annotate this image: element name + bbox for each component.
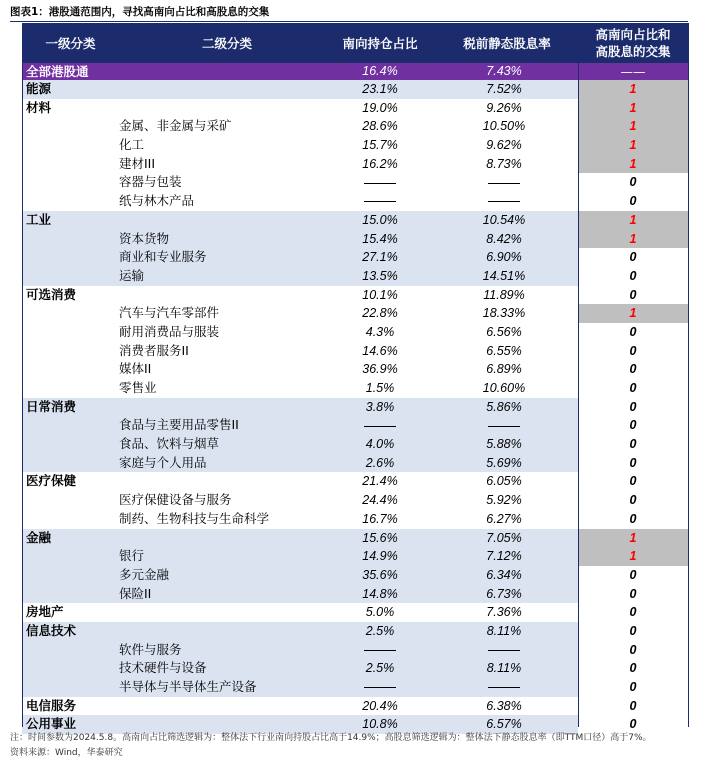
south-share-cell: 14.9% bbox=[362, 549, 398, 564]
level1-label: 工业 bbox=[26, 211, 52, 227]
intersection-cell: 0 bbox=[578, 622, 688, 641]
table-row bbox=[22, 360, 688, 379]
intersection-cell: 1 bbox=[578, 547, 688, 566]
dash-mark bbox=[488, 687, 520, 688]
table-col5-border bbox=[578, 23, 579, 727]
south-share-cell bbox=[328, 173, 432, 192]
table-row bbox=[22, 678, 688, 697]
intersection-cell: 0 bbox=[578, 435, 688, 454]
dividend-yield-cell bbox=[452, 192, 556, 211]
all-stocks-dividend: 7.43% bbox=[486, 64, 522, 78]
figure-title: 图表1：港股通范围内，寻找高南向占比和高股息的交集 bbox=[10, 6, 270, 18]
south-share-cell: 2.6% bbox=[365, 455, 395, 470]
intersection-cell: 0 bbox=[578, 248, 688, 267]
dividend-yield-cell bbox=[452, 173, 556, 192]
table-row bbox=[22, 304, 688, 323]
footnote: 注：时间参数为2024.5.8。高南向占比筛选逻辑为：整体法下行业南向持股占比高于14.9%；高股息筛选逻辑为：整体法下静态股息率（即TTM口径）高于7%。 bbox=[10, 733, 652, 743]
header-intersection-line2: 高股息的交集 bbox=[595, 44, 671, 59]
intersection-cell: 1 bbox=[578, 136, 688, 155]
all-stocks-label: 全部港股通 bbox=[26, 64, 89, 79]
south-share-cell: 15.4% bbox=[362, 231, 398, 246]
level2-label: 耐用消费品与服装 bbox=[119, 323, 220, 339]
intersection-cell: 0 bbox=[578, 585, 688, 604]
dividend-yield-cell: 7.05% bbox=[486, 530, 522, 545]
dividend-yield-cell: 6.73% bbox=[486, 586, 522, 601]
level2-label: 食品、饮料与烟草 bbox=[119, 436, 220, 452]
dividend-yield-cell: 6.34% bbox=[486, 567, 522, 582]
intersection-cell: 0 bbox=[578, 360, 688, 379]
intersection-cell: 1 bbox=[578, 304, 688, 323]
dividend-yield-cell: 10.50% bbox=[482, 119, 526, 134]
dividend-yield-cell bbox=[452, 641, 556, 660]
south-share-cell: 22.8% bbox=[362, 306, 398, 321]
dash-mark bbox=[364, 183, 396, 184]
table-row bbox=[22, 323, 688, 342]
level2-label: 金属、非金属与采矿 bbox=[119, 118, 232, 134]
level2-label: 医疗保健设备与服务 bbox=[119, 492, 232, 508]
south-share-cell: 23.1% bbox=[362, 82, 398, 96]
level2-label: 资本货物 bbox=[119, 230, 170, 246]
south-share-cell: 19.0% bbox=[362, 100, 398, 115]
all-stocks-flag: —— bbox=[620, 64, 646, 79]
table-left-border bbox=[22, 23, 23, 727]
south-share-cell: 28.6% bbox=[362, 119, 398, 134]
table-row bbox=[22, 641, 688, 660]
south-share-cell: 21.4% bbox=[362, 474, 398, 489]
table-row bbox=[22, 491, 688, 510]
table-right-border bbox=[688, 23, 689, 727]
dividend-yield-cell: 7.12% bbox=[486, 549, 522, 564]
all-stocks-row bbox=[22, 63, 688, 80]
level1-label: 房地产 bbox=[26, 604, 64, 620]
table-row bbox=[22, 248, 688, 267]
dash-mark bbox=[364, 426, 396, 427]
table-row bbox=[22, 379, 688, 398]
dividend-yield-cell: 11.89% bbox=[483, 287, 525, 302]
dividend-yield-cell: 5.69% bbox=[486, 455, 522, 470]
intersection-cell: 1 bbox=[578, 117, 688, 136]
level2-label: 化工 bbox=[119, 137, 145, 153]
level2-label: 家庭与个人用品 bbox=[119, 454, 207, 470]
level2-label: 媒体II bbox=[119, 361, 152, 377]
south-share-cell: 10.1% bbox=[362, 287, 398, 302]
intersection-cell: 1 bbox=[578, 211, 688, 230]
dividend-yield-cell: 9.26% bbox=[486, 100, 522, 115]
table-row bbox=[22, 286, 688, 305]
south-share-cell: 2.5% bbox=[365, 661, 395, 676]
table-row bbox=[22, 99, 688, 118]
dividend-yield-cell: 10.54% bbox=[482, 212, 526, 227]
table-row bbox=[22, 267, 688, 286]
dividend-yield-cell: 8.73% bbox=[486, 156, 522, 171]
intersection-cell: 0 bbox=[578, 454, 688, 473]
south-share-cell: 15.0% bbox=[362, 212, 398, 227]
south-share-cell bbox=[328, 192, 432, 211]
south-share-cell: 16.2% bbox=[362, 156, 398, 171]
level2-label: 软件与服务 bbox=[119, 641, 182, 657]
table-row bbox=[22, 211, 688, 230]
dividend-yield-cell: 5.92% bbox=[486, 493, 522, 508]
header-dividend-yield: 税前静态股息率 bbox=[463, 35, 551, 51]
level2-label: 商业和专业服务 bbox=[119, 249, 207, 265]
dividend-yield-cell: 6.05% bbox=[486, 474, 522, 489]
level1-label: 金融 bbox=[26, 529, 52, 545]
intersection-cell: 0 bbox=[578, 659, 688, 678]
south-share-cell: 35.6% bbox=[362, 567, 398, 582]
intersection-cell: 0 bbox=[578, 715, 688, 734]
intersection-cell: 0 bbox=[578, 697, 688, 716]
dividend-yield-cell: 7.52% bbox=[486, 82, 522, 96]
dividend-yield-cell: 8.11% bbox=[486, 623, 522, 638]
level2-label: 制药、生物科技与生命科学 bbox=[119, 510, 270, 526]
dash-mark bbox=[364, 650, 396, 651]
level1-label: 可选消费 bbox=[26, 286, 77, 302]
table-row bbox=[22, 173, 688, 192]
level2-label: 纸与林木产品 bbox=[119, 193, 195, 209]
header-intersection bbox=[578, 23, 688, 63]
level2-label: 多元金融 bbox=[119, 566, 170, 582]
table-row bbox=[22, 398, 688, 417]
level1-label: 日常消费 bbox=[26, 398, 77, 414]
level2-label: 容器与包装 bbox=[119, 174, 182, 190]
intersection-cell: 0 bbox=[578, 472, 688, 491]
table-row bbox=[22, 230, 688, 249]
table-row bbox=[22, 510, 688, 529]
intersection-cell: 0 bbox=[578, 678, 688, 697]
level1-label: 材料 bbox=[26, 99, 52, 115]
header-level1: 一级分类 bbox=[45, 35, 96, 51]
south-share-cell: 10.8% bbox=[362, 717, 398, 732]
dividend-yield-cell: 5.88% bbox=[486, 437, 522, 452]
header-intersection-line1: 高南向占比和 bbox=[595, 27, 671, 42]
table-row bbox=[22, 416, 688, 435]
level2-label: 半导体与半导体生产设备 bbox=[119, 679, 257, 694]
dash-mark bbox=[364, 687, 396, 688]
intersection-cell: 0 bbox=[578, 379, 688, 398]
level2-label: 汽车与汽车零部件 bbox=[119, 305, 220, 321]
intersection-cell: 0 bbox=[578, 398, 688, 417]
dividend-yield-cell: 10.60% bbox=[482, 381, 526, 395]
all-stocks-south: 16.4% bbox=[362, 64, 398, 78]
level1-label: 能源 bbox=[26, 81, 52, 96]
dividend-yield-cell: 6.90% bbox=[486, 250, 522, 265]
level2-label: 运输 bbox=[119, 267, 145, 283]
south-share-cell: 15.6% bbox=[362, 530, 398, 545]
south-share-cell: 5.0% bbox=[365, 605, 395, 620]
south-share-cell: 15.7% bbox=[362, 138, 398, 153]
level1-label: 电信服务 bbox=[26, 697, 77, 713]
south-share-cell: 1.5% bbox=[365, 381, 395, 395]
intersection-cell: 1 bbox=[578, 529, 688, 548]
intersection-cell: 0 bbox=[578, 491, 688, 510]
table-row bbox=[22, 155, 688, 174]
table-row bbox=[22, 435, 688, 454]
table-row bbox=[22, 192, 688, 211]
dash-mark bbox=[364, 201, 396, 202]
dash-mark bbox=[488, 426, 520, 427]
table-row bbox=[22, 472, 688, 491]
title-rule bbox=[10, 21, 688, 22]
intersection-cell: 0 bbox=[578, 173, 688, 192]
dash-mark bbox=[488, 201, 520, 202]
table-row bbox=[22, 697, 688, 716]
table-row bbox=[22, 454, 688, 473]
dividend-yield-cell bbox=[452, 416, 556, 435]
intersection-cell: 0 bbox=[578, 267, 688, 286]
intersection-cell: 1 bbox=[578, 99, 688, 118]
dividend-yield-cell: 6.57% bbox=[486, 717, 522, 732]
table-row bbox=[22, 342, 688, 361]
level2-label: 银行 bbox=[119, 548, 145, 564]
dividend-yield-cell: 18.33% bbox=[482, 306, 526, 321]
south-share-cell: 20.4% bbox=[362, 698, 398, 713]
dividend-yield-cell bbox=[452, 678, 556, 697]
header-south-share: 南向持仓占比 bbox=[342, 35, 418, 51]
dividend-yield-cell: 6.89% bbox=[486, 362, 522, 377]
intersection-cell: 0 bbox=[578, 342, 688, 361]
table-row bbox=[22, 529, 688, 548]
intersection-cell: 1 bbox=[578, 80, 688, 99]
level2-label: 零售业 bbox=[119, 380, 157, 395]
south-share-cell: 27.1% bbox=[362, 250, 398, 265]
intersection-cell: 0 bbox=[578, 192, 688, 211]
dividend-yield-cell: 8.11% bbox=[486, 661, 522, 676]
south-share-cell: 14.8% bbox=[362, 586, 398, 601]
table-row bbox=[22, 566, 688, 585]
level2-label: 保险II bbox=[119, 585, 152, 601]
intersection-cell: 0 bbox=[578, 416, 688, 435]
table-row bbox=[22, 80, 688, 99]
intersection-cell: 0 bbox=[578, 641, 688, 660]
south-share-cell: 14.6% bbox=[362, 343, 398, 358]
level2-label: 食品与主要用品零售II bbox=[119, 417, 239, 433]
source-note: 资料来源：Wind，华泰研究 bbox=[10, 748, 123, 758]
intersection-cell: 0 bbox=[578, 510, 688, 529]
south-share-cell: 4.3% bbox=[365, 324, 395, 339]
dividend-yield-cell: 6.38% bbox=[486, 698, 522, 713]
south-share-cell: 16.7% bbox=[362, 511, 398, 526]
south-share-cell: 24.4% bbox=[362, 493, 398, 508]
table-row bbox=[22, 603, 688, 622]
intersection-cell: 0 bbox=[578, 566, 688, 585]
south-share-cell: 2.5% bbox=[365, 623, 395, 638]
intersection-cell: 1 bbox=[578, 230, 688, 249]
dividend-yield-cell: 14.51% bbox=[482, 268, 526, 283]
south-share-cell: 4.0% bbox=[365, 437, 395, 452]
dividend-yield-cell: 9.62% bbox=[486, 138, 522, 153]
south-share-cell bbox=[328, 416, 432, 435]
dividend-yield-cell: 6.56% bbox=[486, 324, 522, 339]
dividend-yield-cell: 6.27% bbox=[486, 511, 522, 526]
table-body bbox=[22, 80, 688, 734]
level1-label: 公用事业 bbox=[26, 716, 77, 732]
table-row bbox=[22, 585, 688, 604]
level2-label: 消费者服务II bbox=[119, 342, 189, 358]
table-row bbox=[22, 622, 688, 641]
level2-label: 建材III bbox=[119, 155, 156, 171]
table-row bbox=[22, 547, 688, 566]
south-share-cell: 13.5% bbox=[362, 268, 398, 283]
dividend-yield-cell: 7.36% bbox=[486, 605, 522, 620]
dividend-yield-cell: 6.55% bbox=[486, 343, 522, 358]
table-header bbox=[22, 23, 688, 63]
header-level2: 二级分类 bbox=[201, 35, 252, 51]
level2-label: 技术硬件与设备 bbox=[119, 660, 207, 676]
dash-mark bbox=[488, 650, 520, 651]
south-share-cell: 3.8% bbox=[365, 399, 395, 414]
intersection-cell: 0 bbox=[578, 323, 688, 342]
south-share-cell: 36.9% bbox=[362, 362, 398, 377]
south-share-cell bbox=[328, 641, 432, 660]
intersection-cell: 0 bbox=[578, 286, 688, 305]
dash-mark bbox=[488, 183, 520, 184]
table-row bbox=[22, 136, 688, 155]
south-share-cell bbox=[328, 678, 432, 697]
table-row bbox=[22, 117, 688, 136]
level1-label: 信息技术 bbox=[26, 622, 77, 638]
dividend-yield-cell: 5.86% bbox=[486, 399, 522, 414]
dividend-table bbox=[22, 23, 688, 734]
intersection-cell: 0 bbox=[578, 603, 688, 622]
table-row bbox=[22, 659, 688, 678]
intersection-cell: 1 bbox=[578, 155, 688, 174]
dividend-yield-cell: 8.42% bbox=[486, 231, 522, 246]
level1-label: 医疗保健 bbox=[26, 473, 77, 489]
